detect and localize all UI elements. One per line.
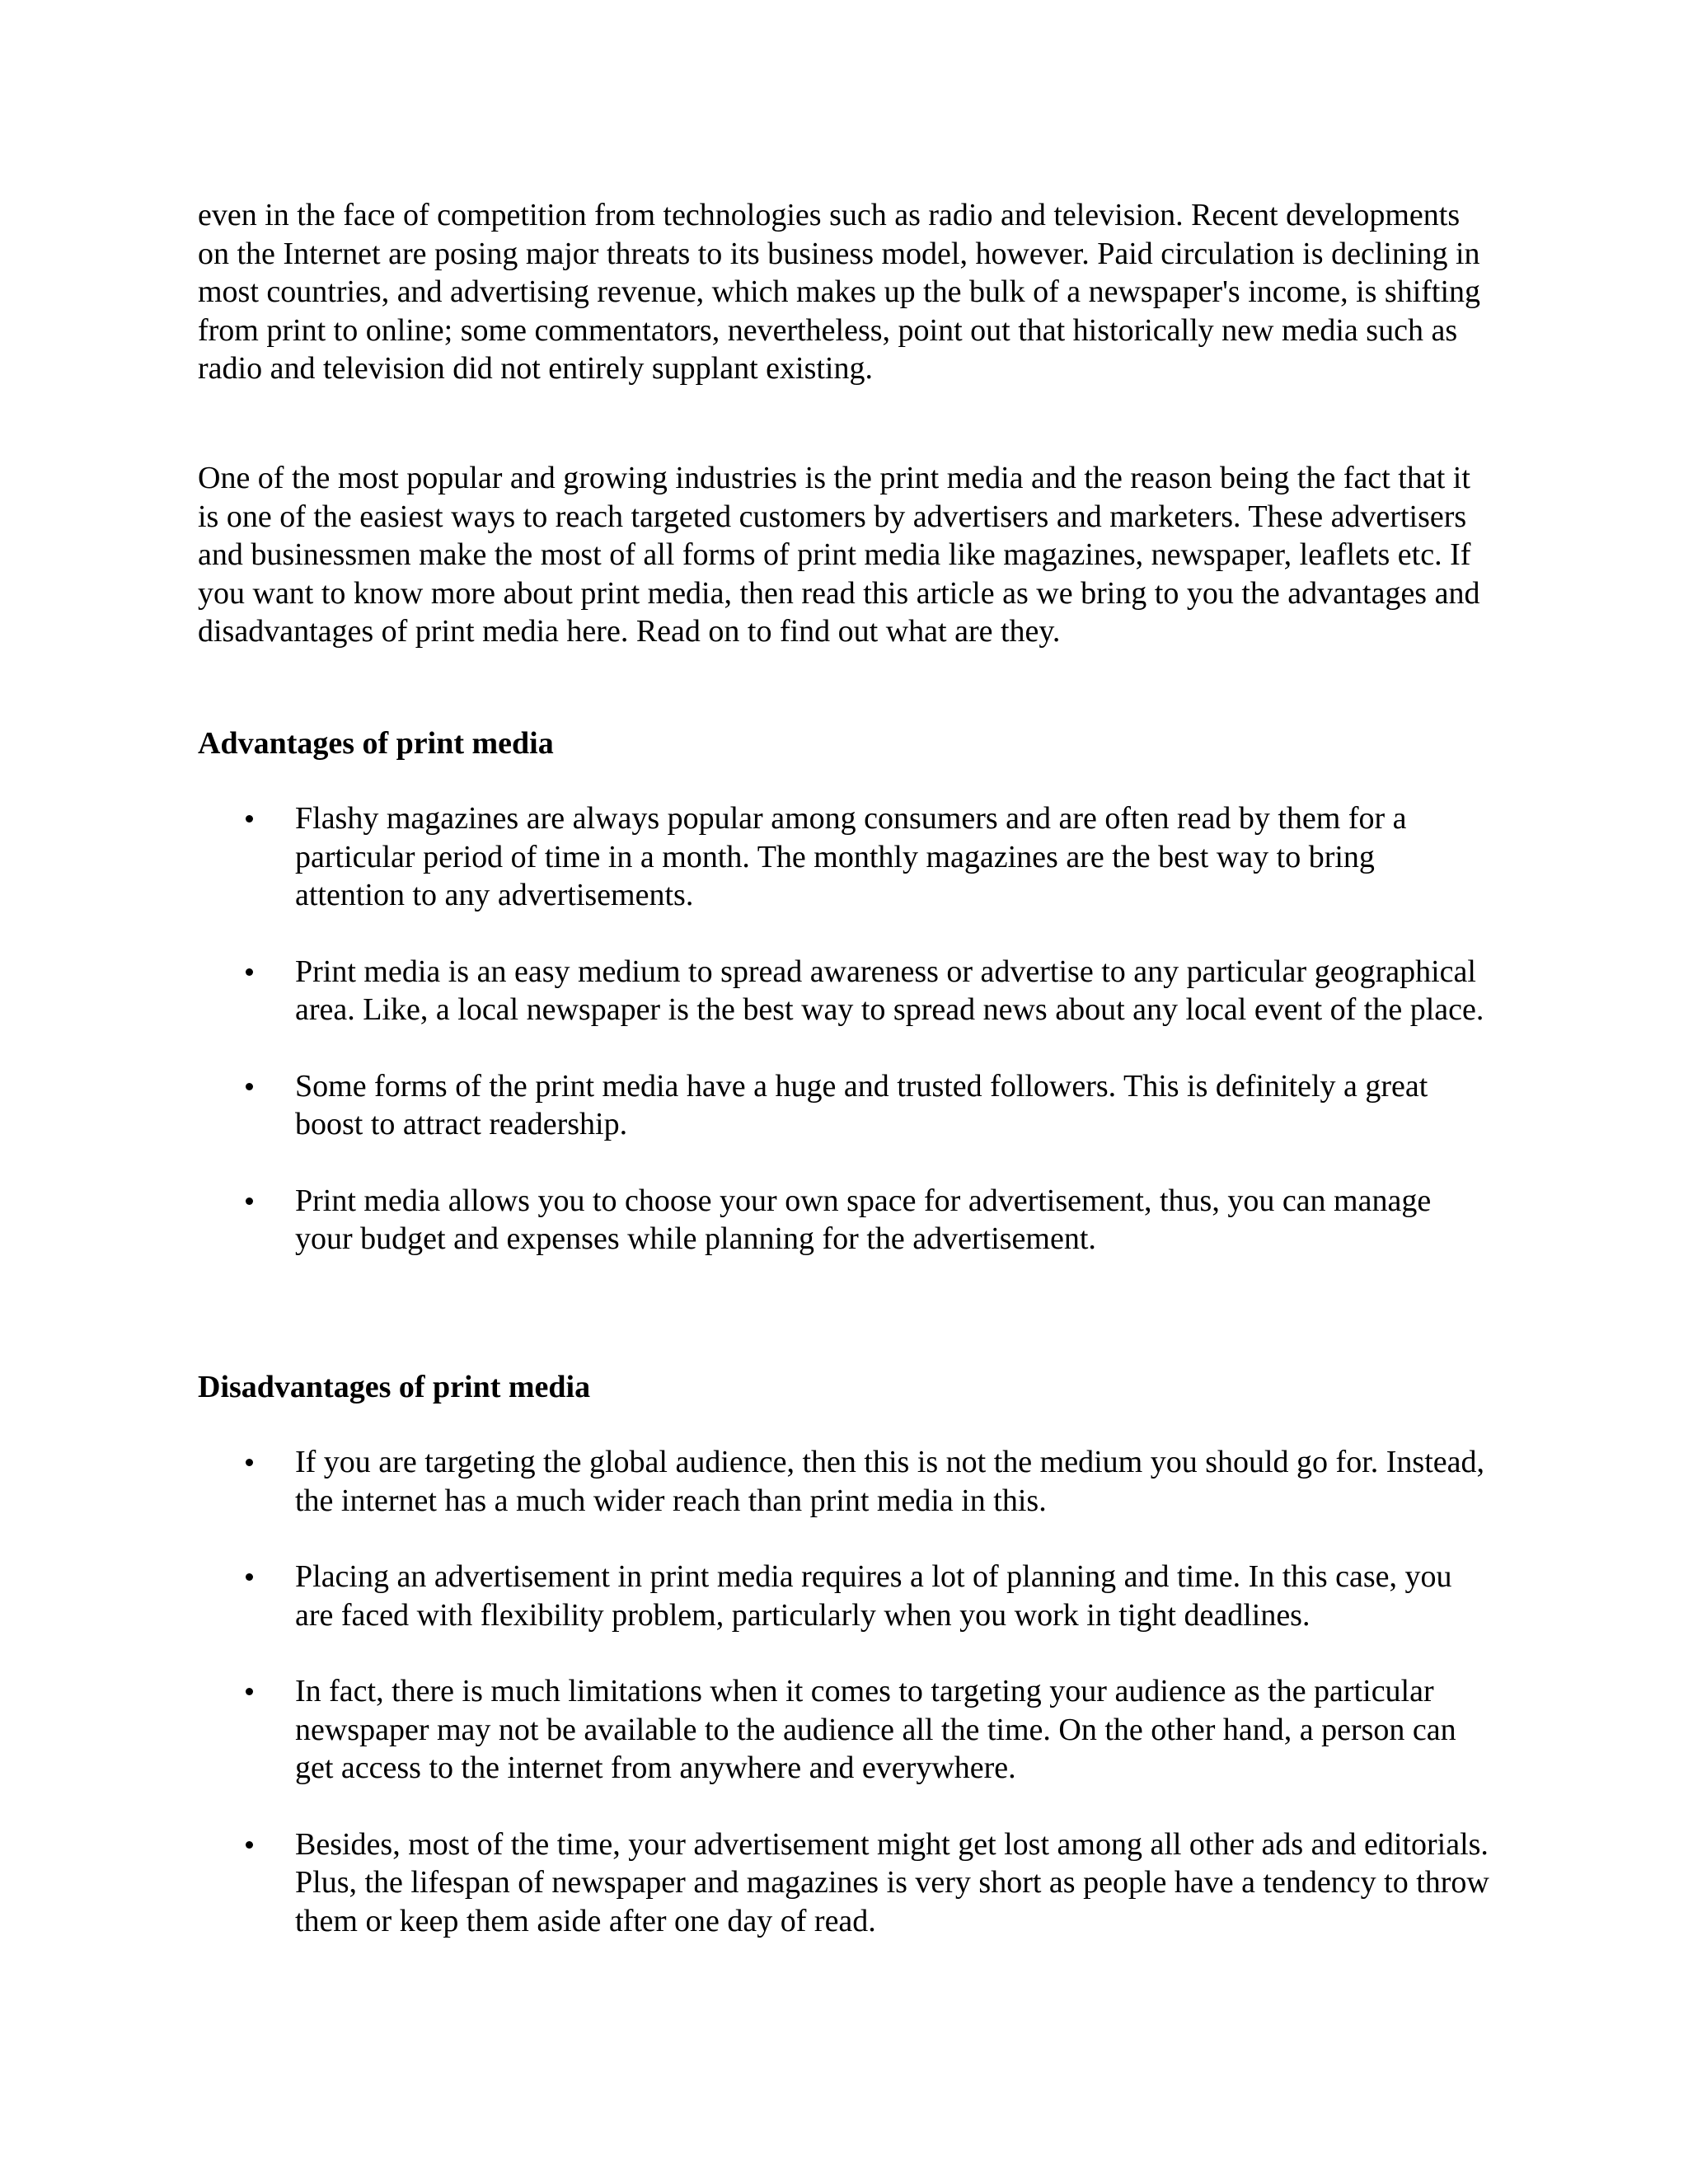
bullet-icon [246, 1841, 253, 1849]
bullet-icon [246, 1688, 253, 1695]
list-item-text: Besides, most of the time, your advertisement might get lost among all other ads and editorials. Plus, the lifespan of newspaper and magazines is very short as people have a tendency to throw them or keep them aside after one day of read. [295, 1826, 1489, 1938]
list-item [198, 1443, 1492, 1520]
list-item-text: Print media allows you to choose your own space for advertisement, thus, you can manage your budget and expenses while planning for the advertisement. [295, 1183, 1432, 1256]
list-item [198, 1067, 1492, 1144]
disadvantages-heading: Disadvantages of print media [198, 1370, 591, 1404]
list-item [198, 1182, 1492, 1258]
list-item-text: Flashy magazines are always popular among consumers and are often read by them for a particular period of time in a month. The monthly magazines are the best way to bring attention to any advertisements. [295, 801, 1407, 912]
list-item [198, 953, 1492, 1029]
list-item [198, 1825, 1492, 1941]
bullet-icon [246, 968, 253, 976]
advantages-heading: Advantages of print media [198, 726, 554, 761]
list-item [198, 799, 1492, 915]
bullet-icon [246, 1573, 253, 1581]
second-paragraph: One of the most popular and growing industries is the print media and the reason being the fact that it is one of the easiest ways to reach targeted customers by advertisers and marketers. These advertisers and businessmen make the most of all forms of print media like magazines, newspaper, leaflets etc. If you want to know more about print media, then read this article as we bring to you the advantages and disadvantages of print media here. Read on to find out what are they. [198, 461, 1480, 649]
intro-paragraph: even in the face of competition from technologies such as radio and television. Recent developments on the Internet are posing major threats to its business model, however. Paid circulation is declining in most countries, and advertising revenue, which makes up the bulk of a newspaper's income, is shifting from print to online; some commentators, nevertheless, point out that historically new media such as radio and television did not entirely supplant existing. [198, 198, 1481, 386]
bullet-icon [246, 1197, 253, 1205]
list-item [198, 1672, 1492, 1788]
disadvantages-list [198, 1443, 1492, 1940]
list-item-text: Placing an advertisement in print media requires a lot of planning and time. In this case, you are faced with flexibility problem, particularly when you work in tight deadlines. [295, 1559, 1452, 1633]
list-item-text: Some forms of the print media have a huge and trusted followers. This is definitely a great boost to attract readership. [295, 1068, 1428, 1141]
bullet-icon [246, 1083, 253, 1090]
bullet-icon [246, 1459, 253, 1466]
list-item-text: In fact, there is much limitations when it comes to targeting your audience as the particular newspaper may not be available to the audience all the time. On the other hand, a person can get access to the internet from anywhere and everywhere. [295, 1674, 1456, 1785]
list-item-text: Print media is an easy medium to spread awareness or advertise to any particular geographical area. Like, a local newspaper is the best way to spread news about any local event of the place. [295, 954, 1484, 1027]
list-item-text: If you are targeting the global audience, then this is not the medium you should go for. Instead, the internet has a much wider reach than print media in this. [295, 1445, 1484, 1518]
advantages-list [198, 799, 1492, 1258]
bullet-icon [246, 815, 253, 823]
list-item [198, 1558, 1492, 1634]
